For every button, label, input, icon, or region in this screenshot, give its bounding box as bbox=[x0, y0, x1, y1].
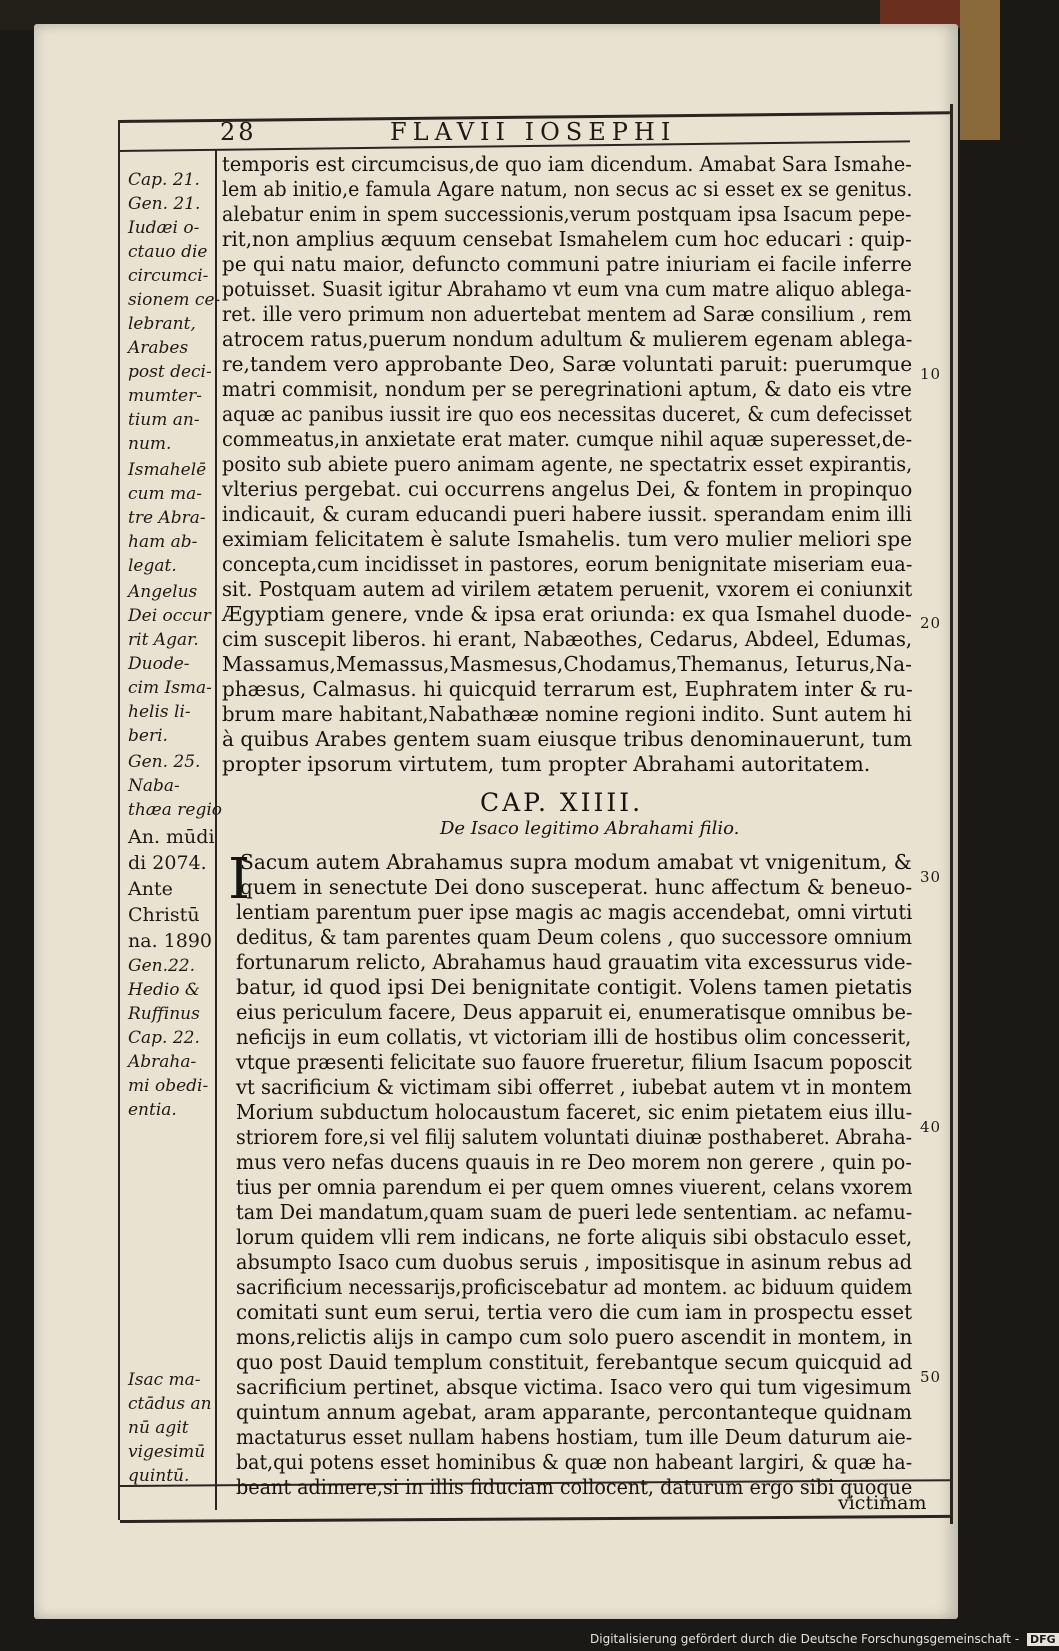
margin-note: num. bbox=[128, 434, 172, 454]
text-line: commeatus,in anxietate erat mater. cumque nihil aquæ superesset,de- bbox=[222, 427, 913, 451]
text-line: Morium subductum holocaustum faceret, sic enim pietatem eius illu- bbox=[236, 1100, 913, 1124]
text-line: tam Dei mandatum,quam suam de pueri lede sententiam. ac nefamu- bbox=[236, 1200, 913, 1224]
margin-note: helis li- bbox=[128, 702, 191, 722]
margin-note: mi obedi- bbox=[128, 1076, 209, 1096]
margin-note: Christū bbox=[128, 904, 200, 926]
text-line: brum mare habitant,Nabathææ nomine regioni indito. Sunt autem hi bbox=[222, 702, 912, 726]
line-number: 40 bbox=[920, 1118, 942, 1136]
frame-rule-margin bbox=[215, 150, 217, 1510]
text-line: lentiam parentum puer ipse magis ac magis accendebat, omni virtuti bbox=[236, 900, 913, 924]
catchword: victimam bbox=[838, 1492, 927, 1514]
margin-note: Gen.22. bbox=[128, 956, 196, 976]
dfg-logo: DFG bbox=[1027, 1633, 1059, 1646]
text-line: potuisset. Suasit igitur Abrahamo vt eum vna cum matre aliquo ablega- bbox=[222, 277, 912, 301]
text-line: comitati sunt eum serui, tertia vero die cum iam in prospectu esset bbox=[236, 1300, 913, 1324]
margin-note: Angelus bbox=[128, 582, 198, 602]
text-line: Ægyptiam genere, vnde & ipsa erat oriunda: ex qua Ismahel duode- bbox=[222, 602, 912, 626]
margin-note: lebrant, bbox=[128, 314, 196, 334]
scan-corner-binding bbox=[960, 0, 1000, 140]
margin-note: Iudæi o- bbox=[128, 218, 200, 238]
text-line: temporis est circumcisus,de quo iam dicendum. Amabat Sara Ismahe- bbox=[222, 152, 912, 176]
margin-note: na. 1890 bbox=[128, 930, 212, 952]
margin-note: Duode- bbox=[128, 654, 190, 674]
margin-note: quintū. bbox=[128, 1466, 190, 1486]
text-line: vt sacrificium & victimam sibi offerret , iubebat autem vt in montem bbox=[236, 1075, 912, 1099]
margin-note: Abraha- bbox=[128, 1052, 197, 1072]
chapter-title: CAP. XIIII. bbox=[480, 788, 644, 817]
margin-note: vigesimū bbox=[128, 1442, 206, 1462]
margin-note: Gen. 21. bbox=[128, 194, 201, 214]
margin-note: beri. bbox=[128, 726, 168, 746]
margin-note: ctauo die bbox=[128, 242, 208, 262]
footer-text: Digitalisierung gefördert durch die Deutsche Forschungsgemeinschaft - bbox=[590, 1632, 1020, 1646]
margin-note: Isac ma- bbox=[128, 1370, 201, 1390]
running-title: FLAVII IOSEPHI bbox=[390, 118, 677, 146]
text-line: concepta,cum incidisset in pastores, eorum benignitate miseriam eua- bbox=[222, 552, 913, 576]
text-line: tius per omnia parendum ei per quem omnes viuerent, celans vxorem bbox=[236, 1175, 913, 1199]
text-line: alebatur enim in spem successionis,verum postquam ipsa Isacum pepe- bbox=[222, 202, 912, 226]
text-line: quintum annum agebat, aram apparante, percontanteque quidnam bbox=[236, 1400, 912, 1424]
margin-note: mumter- bbox=[128, 386, 202, 406]
margin-note: legat. bbox=[128, 556, 177, 576]
text-line: batur, id quod ipsi Dei benignitate contigit. Volens tamen pietatis bbox=[236, 975, 913, 999]
text-line: mus vero nefas ducens quauis in re Deo morem non gerere , quin po- bbox=[236, 1150, 912, 1174]
margin-note: Ismahelē bbox=[128, 460, 207, 480]
margin-note: entia. bbox=[128, 1100, 177, 1120]
text-line: vlterius pergebat. cui occurrens angelus Dei, & fontem in propinquo bbox=[222, 477, 913, 501]
text-line: eius periculum facere, Deus apparuit ei, enumeratisque omnibus be- bbox=[236, 1000, 913, 1024]
text-line: matri commisit, nondum per se peregrinationi aptum, & dato eis vtre bbox=[222, 377, 912, 401]
text-line: pe qui natu maior, defuncto communi patre iniuriam ei facile inferre bbox=[222, 252, 912, 276]
text-line: quem in senectute Dei dono susceperat. hunc affectum & beneuo- bbox=[240, 875, 913, 899]
margin-note: cum ma- bbox=[128, 484, 202, 504]
text-line: quo post Dauid templum constituit, ferebantque secum quicquid ad bbox=[236, 1350, 913, 1374]
margin-note: Gen. 25. bbox=[128, 752, 201, 772]
margin-note: rit Agar. bbox=[128, 630, 199, 650]
margin-note: Naba- bbox=[128, 776, 180, 796]
text-line: neficijs in eum collatis, vt victoriam illi de hostibus olim concesserit, bbox=[236, 1025, 912, 1049]
text-line: sacrificium necessarijs,proficiscebatur ad montem. ac biduum quidem bbox=[236, 1275, 913, 1299]
text-line: re,tandem vero approbante Deo, Saræ voluntati paruit: puerumque bbox=[222, 352, 913, 376]
text-line: mons,relictis alijs in campo cum solo puero ascendit in montem, in bbox=[236, 1325, 913, 1349]
margin-note: di 2074. bbox=[128, 852, 207, 874]
text-line: vtque præsenti felicitate suo fauore frueretur, filium Isacum poposcit bbox=[236, 1050, 912, 1074]
text-line: rit,non amplius æquum censebat Ismahelem cum hoc educari : quip- bbox=[222, 227, 912, 251]
text-line: propter ipsorum virtutem, tum propter Abrahami autoritatem. bbox=[222, 752, 871, 776]
text-line: à quibus Arabes gentem suam eiusque tribus denominauerunt, tum bbox=[222, 727, 913, 751]
margin-note: Dei occur bbox=[128, 606, 211, 626]
text-line: lem ab initio,e famula Agare natum, non secus ac si esset ex se genitus. bbox=[222, 177, 913, 201]
text-line: sit. Postquam autem ad virilem ætatem peruenit, vxorem ei coniunxit bbox=[222, 577, 913, 601]
line-number: 10 bbox=[920, 365, 942, 383]
text-line: absumpto Isaco cum duobus seruis , impositisque in asinum rebus ad bbox=[236, 1250, 913, 1274]
text-line: striorem fore,si vel filij salutem voluntati diuinæ posthaberet. Abraha- bbox=[236, 1125, 913, 1149]
margin-note: Hedio & bbox=[128, 980, 200, 1000]
text-line: atrocem ratus,puerum nondum adultum & mulierem egenam ablega- bbox=[222, 327, 913, 351]
page-number: 28 bbox=[220, 118, 257, 146]
margin-note: Ante bbox=[128, 878, 173, 900]
margin-note: ham ab- bbox=[128, 532, 198, 552]
margin-note: Cap. 22. bbox=[128, 1028, 200, 1048]
margin-note: circumci- bbox=[128, 266, 209, 286]
drop-cap: I bbox=[228, 847, 251, 912]
margin-note: An. mūdi bbox=[128, 826, 215, 848]
line-number: 50 bbox=[920, 1368, 942, 1386]
margin-note: Cap. 21. bbox=[128, 170, 200, 190]
text-line: ret. ille vero primum non aduertebat mentem ad Saræ consilium , rem bbox=[222, 302, 912, 326]
text-line: Massamus,Memassus,Masmesus,Chodamus,Themanus, Ieturus,Na- bbox=[222, 652, 912, 676]
frame-rule-right bbox=[950, 104, 953, 1524]
margin-note: cim Isma- bbox=[128, 678, 212, 698]
running-header bbox=[220, 118, 920, 148]
margin-note: Ruffinus bbox=[128, 1004, 200, 1024]
margin-note: nū agit bbox=[128, 1418, 189, 1438]
margin-note: ctādus an bbox=[128, 1394, 212, 1414]
margin-note: tium an- bbox=[128, 410, 200, 430]
text-line: indicauit, & curam educandi pueri habere iussit. sperandam enim illi bbox=[222, 502, 912, 526]
text-line: aquæ ac panibus iussit ire quo eos necessitas duceret, & cum defecisset bbox=[222, 402, 912, 426]
line-number: 20 bbox=[920, 614, 942, 632]
margin-note: thæa regio bbox=[128, 800, 223, 820]
chapter-subtitle: De Isaco legitimo Abrahami filio. bbox=[440, 818, 740, 839]
text-line: eximiam felicitatem è salute Ismahelis. tum vero mulier meliori spe bbox=[222, 527, 913, 551]
text-line: phæsus, Calmasus. hi quicquid terrarum est, Euphratem inter & ru- bbox=[222, 677, 913, 701]
text-line: beant adimere,si in illis fiduciam collocent, daturum ergo sibi quoque bbox=[236, 1475, 913, 1499]
margin-note: Arabes bbox=[128, 338, 189, 358]
text-line: sacrificium pertinet, absque victima. Isaco vero qui tum vigesimum bbox=[236, 1375, 912, 1399]
digitization-footer bbox=[590, 1632, 1059, 1646]
line-number: 30 bbox=[920, 868, 942, 886]
text-line: lorum quidem vlli rem indicans, ne forte aliquis sibi obstaculo esset, bbox=[236, 1225, 913, 1249]
text-line: Sacum autem Abrahamus supra modum amabat vt vnigenitum, & bbox=[240, 850, 912, 874]
text-line: mactaturus esset nullam habens hostiam, tum ille Deum daturum aie- bbox=[236, 1425, 913, 1449]
text-line: bat,qui potens esset hominibus & quæ non habeant largiri, & quæ ha- bbox=[236, 1450, 913, 1474]
frame-rule-left bbox=[118, 120, 120, 1520]
text-line: fortunarum relicto, Abrahamus haud grauatim vita excessurus vide- bbox=[236, 950, 913, 974]
text-line: deditus, & tam parentes quam Deum colens , quo successore omnium bbox=[236, 925, 913, 949]
margin-note: sionem ce- bbox=[128, 290, 221, 310]
text-line: posito sub abiete puero animam agente, ne spectatrix esset expirantis, bbox=[222, 452, 913, 476]
margin-note: tre Abra- bbox=[128, 508, 206, 528]
text-line: cim suscepit liberos. hi erant, Nabæothes, Cedarus, Abdeel, Edumas, bbox=[222, 627, 913, 651]
margin-note: post deci- bbox=[128, 362, 212, 382]
